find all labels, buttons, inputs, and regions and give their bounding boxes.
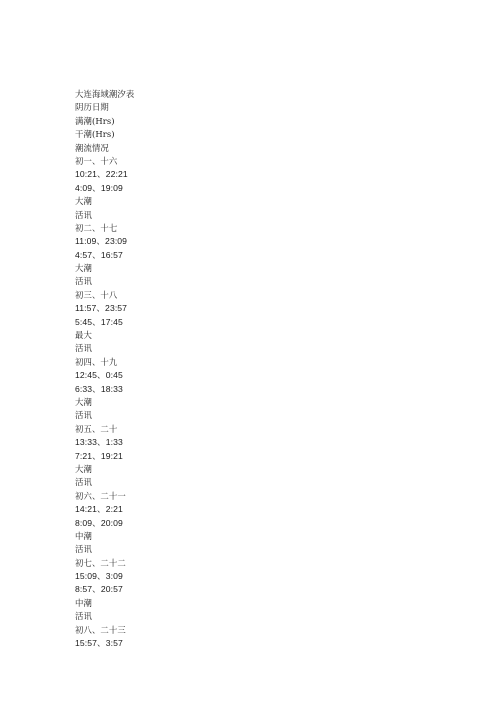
entry-date: 初五、二十	[75, 423, 118, 434]
entry-note: 活讯	[75, 276, 92, 287]
entry-low-tide: 8:57、20:57	[75, 584, 123, 595]
entry-tide-condition: 中潮	[75, 530, 92, 541]
entry-date: 初一、十六	[75, 155, 118, 166]
entry-low-tide: 8:09、20:09	[75, 517, 123, 528]
entry-low-tide: 7:21、19:21	[75, 450, 123, 461]
entry-low-tide: 4:57、16:57	[75, 249, 123, 260]
tide-table-document	[75, 88, 435, 650]
entry-date: 初二、十七	[75, 222, 118, 233]
entry-high-tide: 14:21、2:21	[75, 504, 123, 515]
entry-tide-condition: 最大	[75, 330, 92, 341]
entry-high-tide: 12:45、0:45	[75, 370, 123, 381]
header-lunar-date: 阴历日期	[75, 102, 109, 113]
entry-low-tide: 4:09、19:09	[75, 182, 123, 193]
entry-date: 初六、二十一	[75, 490, 126, 501]
entry-note: 活讯	[75, 410, 92, 421]
entry-tide-condition: 大潮	[75, 463, 92, 474]
entry-tide-condition: 大潮	[75, 396, 92, 407]
entry-date: 初八、二十三	[75, 624, 126, 635]
entry-high-tide: 10:21、22:21	[75, 169, 128, 180]
entry-high-tide: 15:09、3:09	[75, 571, 123, 582]
entry-low-tide: 5:45、17:45	[75, 316, 123, 327]
document-title: 大连海域潮汐表	[75, 89, 135, 99]
header-high-tide: 满潮(Hrs)	[75, 115, 115, 126]
entry-low-tide: 6:33、18:33	[75, 383, 123, 394]
entry-high-tide: 15:57、3:57	[75, 638, 123, 649]
entry-high-tide: 11:09、23:09	[75, 236, 128, 247]
entry-high-tide: 11:57、23:57	[75, 303, 128, 314]
entry-note: 活讯	[75, 611, 92, 622]
entry-high-tide: 13:33、1:33	[75, 437, 123, 448]
entry-note: 活讯	[75, 544, 92, 555]
entry-note: 活讯	[75, 343, 92, 354]
header-tide-condition: 潮流情况	[75, 142, 109, 153]
entry-tide-condition: 大潮	[75, 263, 92, 274]
entry-tide-condition: 中潮	[75, 597, 92, 608]
entry-date: 初四、十九	[75, 356, 118, 367]
entry-note: 活讯	[75, 477, 92, 488]
entry-date: 初三、十八	[75, 289, 118, 300]
header-low-tide: 干潮(Hrs)	[75, 129, 115, 140]
entry-date: 初七、二十二	[75, 557, 126, 568]
entry-note: 活讯	[75, 209, 92, 220]
entry-tide-condition: 大潮	[75, 196, 92, 207]
